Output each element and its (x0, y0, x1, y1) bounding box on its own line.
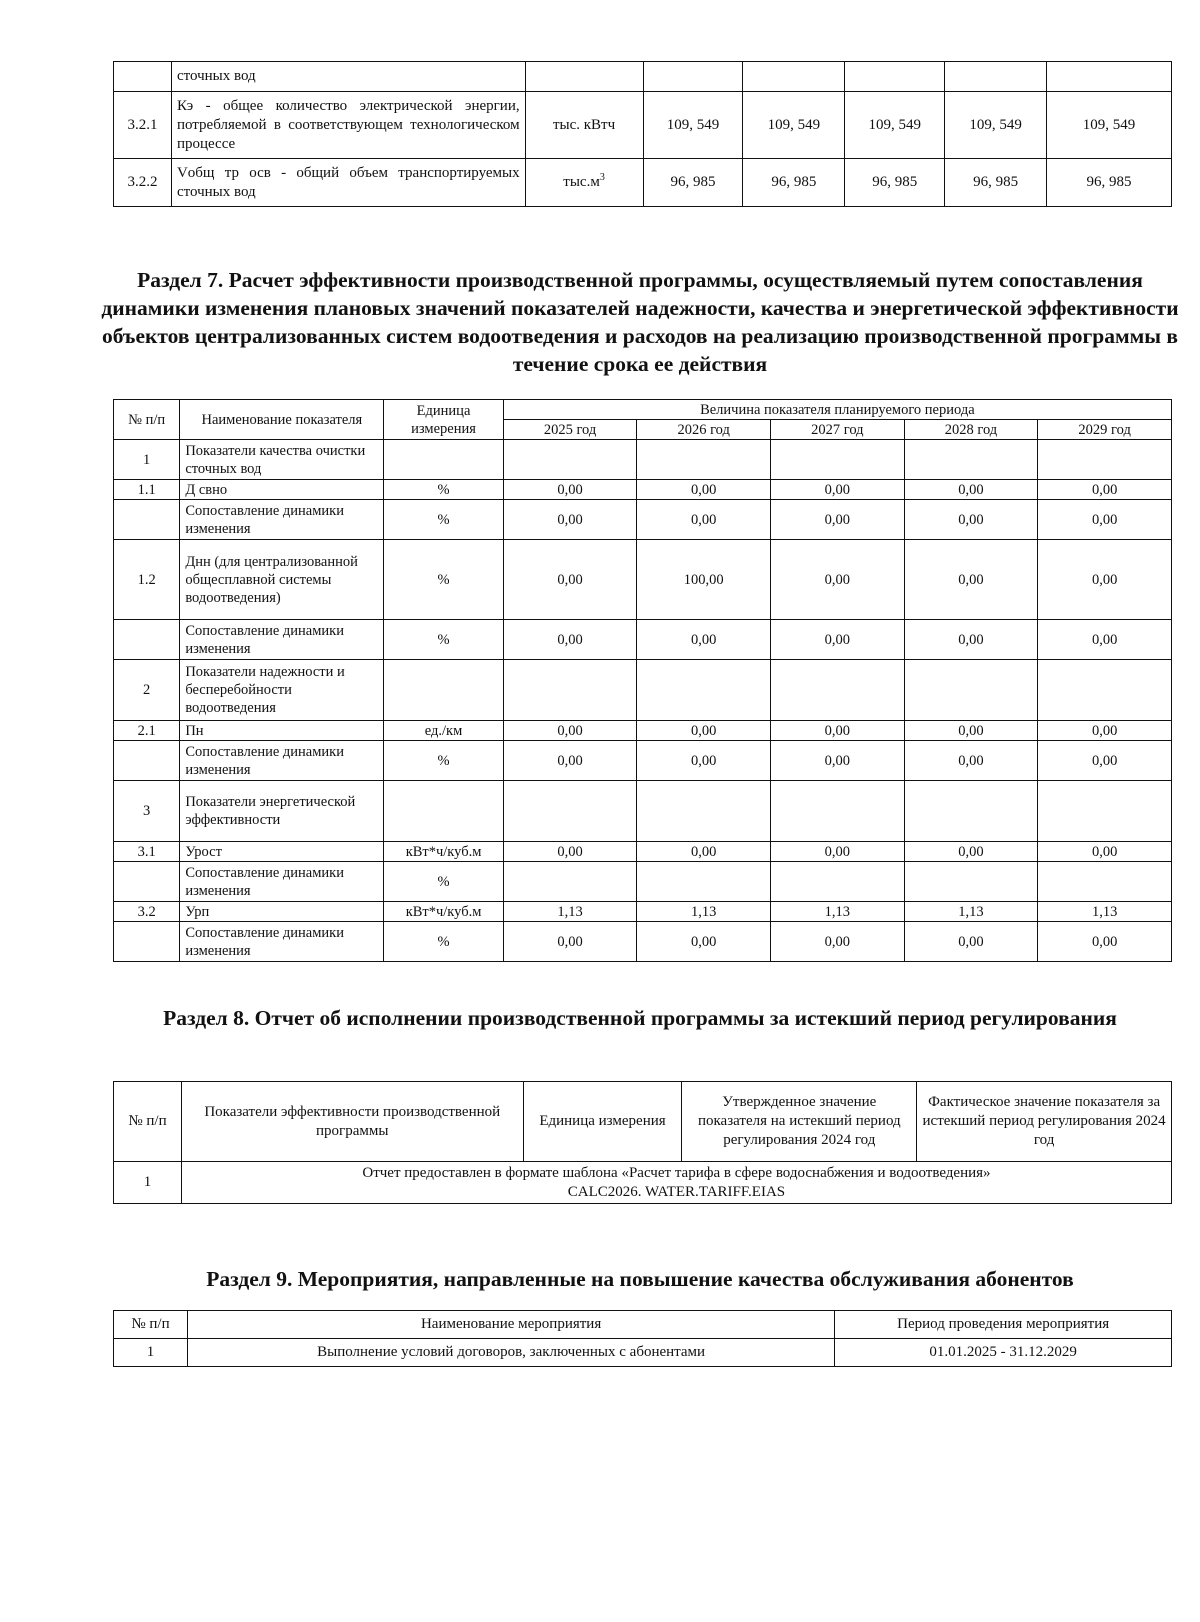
row-value: 0,00 (637, 842, 771, 862)
row-name: Кэ - общее количество электрической энергии, потребляемой в соответствующем технологическом процессе (171, 92, 525, 159)
row-unit: % (384, 922, 503, 962)
row-unit: кВт*ч/куб.м (384, 902, 503, 922)
header-num: № п/п (114, 1082, 182, 1162)
row-value: 0,00 (503, 500, 637, 540)
row-period: 01.01.2025 - 31.12.2029 (835, 1339, 1172, 1367)
row-value (503, 440, 637, 480)
row-value: 0,00 (1038, 620, 1172, 660)
table-row (114, 1162, 1172, 1204)
row-value (904, 440, 1038, 480)
section8-title: Раздел 8. Отчет об исполнении производственной программы за истекший период регулирования (163, 1006, 1117, 1030)
top-table (113, 61, 1172, 207)
row-value: 1,13 (1038, 902, 1172, 922)
row-value: 0,00 (1038, 500, 1172, 540)
header-actual: Фактическое значение показателя за истекший период регулирования 2024 год (917, 1082, 1172, 1162)
table-header-row (114, 400, 1172, 420)
row-num: 1.1 (114, 480, 180, 500)
table-row (114, 781, 1172, 842)
row-unit: тыс. кВтч (525, 92, 643, 159)
row-num: 2.1 (114, 721, 180, 741)
row-name: Сопоставление динамики изменения (180, 862, 384, 902)
row-value (503, 862, 637, 902)
row-value (637, 440, 771, 480)
report-template-code: CALC2026. WATER.TARIFF.EIAS (567, 1183, 786, 1200)
header-unit: Единица измерения (384, 400, 503, 440)
table-row (114, 440, 1172, 480)
row-value: 0,00 (771, 620, 905, 660)
header-unit: Единица измерения (523, 1082, 682, 1162)
row-value: 0,00 (637, 922, 771, 962)
table-row (114, 92, 1172, 159)
row-value: 0,00 (637, 741, 771, 781)
table-header-row (114, 1082, 1172, 1162)
row-value: 109, 549 (945, 92, 1047, 159)
row-value: 0,00 (1038, 741, 1172, 781)
header-year: 2029 год (1038, 420, 1172, 440)
row-name: Vобщ тр осв - общий объем транспортируемых сточных вод (171, 159, 525, 207)
row-value: 0,00 (1038, 540, 1172, 620)
table-row (114, 62, 1172, 92)
row-name: Д свно (180, 480, 384, 500)
row-value: 96, 985 (1047, 159, 1172, 207)
row-value (643, 62, 743, 92)
row-value: 1,13 (503, 902, 637, 922)
row-value (771, 862, 905, 902)
header-period: Период проведения мероприятия (835, 1311, 1172, 1339)
row-value: 0,00 (771, 540, 905, 620)
row-value (637, 660, 771, 721)
table-row (114, 660, 1172, 721)
section9-title: Раздел 9. Мероприятия, направленные на повышение качества обслуживания абонентов (206, 1267, 1074, 1291)
row-value (1038, 660, 1172, 721)
section7-table (113, 399, 1172, 962)
row-report-text (181, 1162, 1171, 1204)
row-value (771, 781, 905, 842)
row-value (1038, 440, 1172, 480)
row-value: 0,00 (904, 620, 1038, 660)
table-row (114, 862, 1172, 902)
row-value: 0,00 (503, 842, 637, 862)
row-value (904, 862, 1038, 902)
table-row (114, 620, 1172, 660)
table-row (114, 721, 1172, 741)
row-value (503, 781, 637, 842)
row-value: 0,00 (1038, 922, 1172, 962)
row-num: 1 (114, 1162, 182, 1204)
row-num: 3 (114, 781, 180, 842)
row-unit: % (384, 540, 503, 620)
table-row (114, 741, 1172, 781)
report-text-line: Отчет предоставлен в формате шаблона «Расчет тарифа в сфере водоснабжения и водоотведения» (362, 1164, 991, 1181)
row-value: 0,00 (771, 741, 905, 781)
row-unit: % (384, 500, 503, 540)
row-value: 0,00 (503, 480, 637, 500)
table-row (114, 842, 1172, 862)
row-unit: кВт*ч/куб.м (384, 842, 503, 862)
row-name: сточных вод (171, 62, 525, 92)
row-unit (384, 660, 503, 721)
row-value (845, 62, 945, 92)
row-value: 96, 985 (743, 159, 845, 207)
row-value: 0,00 (503, 922, 637, 962)
row-num: 3.2 (114, 902, 180, 922)
row-value: 0,00 (1038, 842, 1172, 862)
row-value (743, 62, 845, 92)
row-value: 0,00 (904, 922, 1038, 962)
row-name: Днн (для централизованной общесплавной системы водоотведения) (180, 540, 384, 620)
row-value: 96, 985 (845, 159, 945, 207)
row-value (1038, 862, 1172, 902)
row-unit: % (384, 862, 503, 902)
row-value (503, 660, 637, 721)
row-num (114, 620, 180, 660)
row-value: 96, 985 (643, 159, 743, 207)
row-num (114, 500, 180, 540)
row-name: Сопоставление динамики изменения (180, 922, 384, 962)
row-value: 0,00 (637, 721, 771, 741)
section7-body (114, 440, 1172, 962)
row-name: Выполнение условий договоров, заключенных с абонентами (187, 1339, 834, 1367)
row-num (114, 922, 180, 962)
row-unit (525, 62, 643, 92)
table-row (114, 480, 1172, 500)
table-row (114, 902, 1172, 922)
header-approved: Утвержденное значение показателя на истекший период регулирования 2024 год (682, 1082, 917, 1162)
row-value: 1,13 (771, 902, 905, 922)
row-unit: ед./км (384, 721, 503, 741)
table-header-row (114, 1311, 1172, 1339)
table-row (114, 1339, 1172, 1367)
row-num: 3.2.2 (114, 159, 172, 207)
row-unit: % (384, 741, 503, 781)
unit-superscript: 3 (599, 172, 605, 183)
row-value: 109, 549 (743, 92, 845, 159)
row-num: 1.2 (114, 540, 180, 620)
row-value: 0,00 (503, 540, 637, 620)
row-value: 0,00 (904, 721, 1038, 741)
row-value: 1,13 (637, 902, 771, 922)
row-value: 0,00 (1038, 721, 1172, 741)
row-name: Показатели надежности и бесперебойности водоотведения (180, 660, 384, 721)
row-name: Урп (180, 902, 384, 922)
row-value: 96, 985 (945, 159, 1047, 207)
table-row (114, 500, 1172, 540)
row-value (637, 862, 771, 902)
row-value: 109, 549 (845, 92, 945, 159)
row-num: 2 (114, 660, 180, 721)
row-unit (525, 159, 643, 207)
row-unit (384, 781, 503, 842)
header-num: № п/п (114, 1311, 188, 1339)
row-value: 0,00 (904, 500, 1038, 540)
row-num: 1 (114, 1339, 188, 1367)
row-num (114, 862, 180, 902)
row-value (945, 62, 1047, 92)
section7-title: Раздел 7. Расчет эффективности производственной программы, осуществляемый путем сопоставления динамики изменения плановых значений показателей надежности, качества и энергетической эффективности объектов централизованных систем водоотведения и расходов на реализацию производственной программы в течение срока ее действия (101, 268, 1179, 376)
row-value: 0,00 (904, 540, 1038, 620)
row-num (114, 741, 180, 781)
row-value (637, 781, 771, 842)
row-value (771, 660, 905, 721)
row-value: 0,00 (637, 620, 771, 660)
row-num: 3.2.1 (114, 92, 172, 159)
row-name: Сопоставление динамики изменения (180, 741, 384, 781)
header-year: 2028 год (904, 420, 1038, 440)
row-name: Показатели качества очистки сточных вод (180, 440, 384, 480)
row-value: 0,00 (771, 721, 905, 741)
row-value: 0,00 (503, 620, 637, 660)
row-value: 0,00 (771, 480, 905, 500)
row-name: Пн (180, 721, 384, 741)
row-name: Показатели энергетической эффективности (180, 781, 384, 842)
row-value: 0,00 (771, 500, 905, 540)
row-value (1038, 781, 1172, 842)
row-num: 1 (114, 440, 180, 480)
table-row (114, 922, 1172, 962)
row-name: Урост (180, 842, 384, 862)
row-value (904, 781, 1038, 842)
header-name: Наименование мероприятия (187, 1311, 834, 1339)
table-row (114, 159, 1172, 207)
row-value: 0,00 (771, 842, 905, 862)
row-value: 0,00 (1038, 480, 1172, 500)
row-unit: % (384, 480, 503, 500)
row-unit: % (384, 620, 503, 660)
row-value: 1,13 (904, 902, 1038, 922)
row-num: 3.1 (114, 842, 180, 862)
row-value (771, 440, 905, 480)
row-num (114, 62, 172, 92)
row-value: 109, 549 (1047, 92, 1172, 159)
row-value: 0,00 (904, 741, 1038, 781)
header-period: Величина показателя планируемого периода (503, 400, 1171, 420)
row-value: 0,00 (771, 922, 905, 962)
row-value: 0,00 (503, 741, 637, 781)
row-value: 100,00 (637, 540, 771, 620)
row-unit (384, 440, 503, 480)
row-value: 0,00 (637, 500, 771, 540)
header-year: 2025 год (503, 420, 637, 440)
header-name: Показатели эффективности производственной программы (181, 1082, 523, 1162)
row-value: 0,00 (503, 721, 637, 741)
row-name: Сопоставление динамики изменения (180, 500, 384, 540)
header-year: 2026 год (637, 420, 771, 440)
section9-table (113, 1310, 1172, 1367)
row-value: 0,00 (904, 842, 1038, 862)
row-name: Сопоставление динамики изменения (180, 620, 384, 660)
row-value (1047, 62, 1172, 92)
row-value: 109, 549 (643, 92, 743, 159)
row-value (904, 660, 1038, 721)
header-name: Наименование показателя (180, 400, 384, 440)
unit-text: тыс.м (563, 174, 600, 190)
row-value: 0,00 (637, 480, 771, 500)
table-row (114, 540, 1172, 620)
section8-table (113, 1081, 1172, 1204)
header-num: № п/п (114, 400, 180, 440)
row-value: 0,00 (904, 480, 1038, 500)
header-year: 2027 год (771, 420, 905, 440)
